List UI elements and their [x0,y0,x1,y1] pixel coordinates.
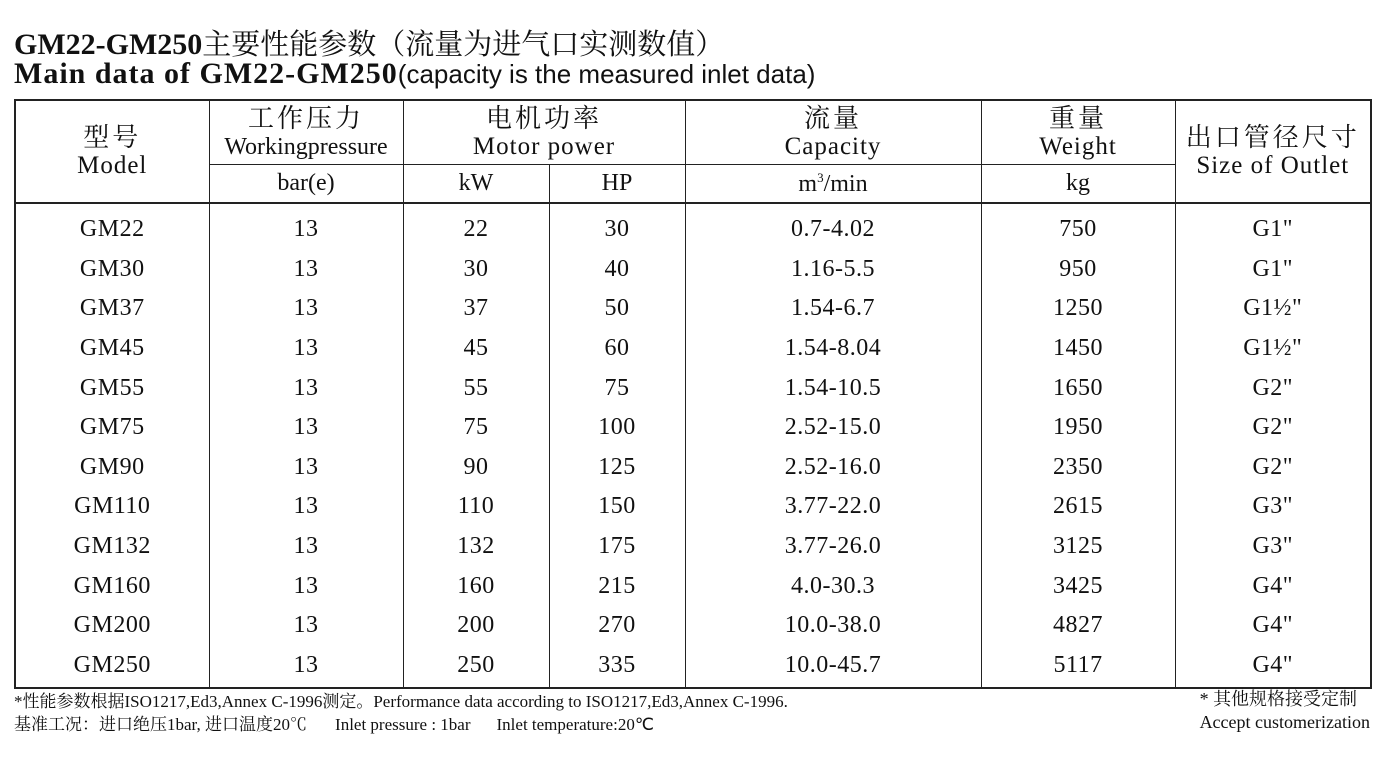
footer-notes [14,690,788,736]
unit-pressure: bar(e) [209,165,403,204]
cell-kw: 37 [403,289,549,329]
header-pressure: 工作压力 Workingpressure [209,100,403,165]
cell-model: GM250 [15,646,209,689]
cell-outlet: G1" [1175,250,1371,290]
unit-kw: kW [403,165,549,204]
cell-outlet: G3" [1175,487,1371,527]
cell-pressure: 13 [209,203,403,250]
cell-pressure: 13 [209,646,403,689]
header-outlet: 出口管径尺寸 Size of Outlet [1175,100,1371,203]
cell-weight: 3425 [981,566,1175,606]
table-row [15,527,1371,567]
cell-capacity: 10.0-38.0 [685,606,981,646]
cell-pressure: 13 [209,250,403,290]
table-row [15,368,1371,408]
title-model-range: GM22-GM250 [14,28,203,61]
cell-model: GM55 [15,368,209,408]
header-weight: 重量 Weight [981,100,1175,165]
cell-weight: 1950 [981,408,1175,448]
cell-capacity: 0.7-4.02 [685,203,981,250]
cell-model: GM90 [15,448,209,488]
cell-model: GM22 [15,203,209,250]
title-english [14,56,815,91]
custom-en: Accept customerization [1199,712,1370,732]
cell-kw: 250 [403,646,549,689]
footer-custom [1200,688,1370,734]
cell-kw: 90 [403,448,549,488]
cell-outlet: G4" [1175,646,1371,689]
cell-outlet: G3" [1175,527,1371,567]
cell-hp: 215 [549,566,685,606]
cell-weight: 1650 [981,368,1175,408]
cell-hp: 175 [549,527,685,567]
cell-outlet: G1" [1175,203,1371,250]
title-en-bold: Main data of GM22-GM250 [14,57,398,90]
table-row [15,487,1371,527]
custom-cn: * 其他规格接受定制 [1199,689,1358,709]
cell-capacity: 1.54-8.04 [685,329,981,369]
cell-weight: 4827 [981,606,1175,646]
cell-outlet: G2" [1175,368,1371,408]
table-row [15,448,1371,488]
cell-kw: 200 [403,606,549,646]
header-power: 电机功率 Motor power [403,100,685,165]
footer-note-conditions: 基准工况：进口绝压1bar, 进口温度20℃ Inlet pressure : 1bar Inlet temperature:20℃ [14,715,654,734]
unit-weight: kg [981,165,1175,204]
cell-pressure: 13 [209,566,403,606]
cell-capacity: 2.52-15.0 [685,408,981,448]
cell-outlet: G4" [1175,566,1371,606]
cell-pressure: 13 [209,527,403,567]
cell-model: GM200 [15,606,209,646]
cell-model: GM30 [15,250,209,290]
cell-hp: 270 [549,606,685,646]
unit-hp: HP [549,165,685,204]
cell-capacity: 10.0-45.7 [685,646,981,689]
cell-weight: 2350 [981,448,1175,488]
cell-model: GM110 [15,487,209,527]
cell-kw: 55 [403,368,549,408]
performance-table [14,99,1372,689]
cell-kw: 110 [403,487,549,527]
table-row [15,250,1371,290]
cell-kw: 75 [403,408,549,448]
table-row [15,606,1371,646]
table-body [15,203,1371,688]
cell-hp: 75 [549,368,685,408]
table-row [15,646,1371,689]
header-capacity: 流量 Capacity [685,100,981,165]
cell-weight: 950 [981,250,1175,290]
cell-model: GM132 [15,527,209,567]
cell-pressure: 13 [209,289,403,329]
cell-kw: 22 [403,203,549,250]
cell-capacity: 3.77-26.0 [685,527,981,567]
cell-outlet: G1½" [1175,289,1371,329]
cell-capacity: 3.77-22.0 [685,487,981,527]
cell-pressure: 13 [209,408,403,448]
cell-capacity: 4.0-30.3 [685,566,981,606]
title-cn-text: 主要性能参数（流量为进气口实测数值） [202,27,725,61]
cell-weight: 2615 [981,487,1175,527]
cell-hp: 125 [549,448,685,488]
table-row [15,203,1371,250]
cell-model: GM75 [15,408,209,448]
cell-hp: 40 [549,250,685,290]
table-row [15,329,1371,369]
cell-kw: 45 [403,329,549,369]
cell-weight: 750 [981,203,1175,250]
cell-hp: 150 [549,487,685,527]
cell-model: GM45 [15,329,209,369]
cell-capacity: 1.16-5.5 [685,250,981,290]
cell-hp: 60 [549,329,685,369]
cell-pressure: 13 [209,487,403,527]
cell-outlet: G4" [1175,606,1371,646]
cell-weight: 5117 [981,646,1175,689]
table-row [15,408,1371,448]
cell-pressure: 13 [209,329,403,369]
cell-outlet: G2" [1175,448,1371,488]
footer-note-standard: *性能参数根据ISO1217,Ed3,Annex C-1996测定。Performance data according to ISO1217,Ed3,Annex C-1996. [14,692,788,711]
cell-capacity: 1.54-10.5 [685,368,981,408]
cell-weight: 3125 [981,527,1175,567]
cell-hp: 100 [549,408,685,448]
cell-capacity: 1.54-6.7 [685,289,981,329]
cell-capacity: 2.52-16.0 [685,448,981,488]
cell-weight: 1250 [981,289,1175,329]
cell-hp: 335 [549,646,685,689]
cell-outlet: G1½" [1175,329,1371,369]
title-en-text: (capacity is the measured inlet data) [397,59,816,89]
cell-kw: 132 [403,527,549,567]
cell-pressure: 13 [209,606,403,646]
table-row [15,566,1371,606]
cell-outlet: G2" [1175,408,1371,448]
cell-kw: 30 [403,250,549,290]
cell-model: GM37 [15,289,209,329]
cell-hp: 30 [549,203,685,250]
unit-capacity: $m^3/\min$ [685,165,981,204]
cell-pressure: 13 [209,368,403,408]
cell-hp: 50 [549,289,685,329]
cell-pressure: 13 [209,448,403,488]
table-row [15,289,1371,329]
header-model: 型号 Model [15,100,209,203]
cell-model: GM160 [15,566,209,606]
cell-weight: 1450 [981,329,1175,369]
cell-kw: 160 [403,566,549,606]
